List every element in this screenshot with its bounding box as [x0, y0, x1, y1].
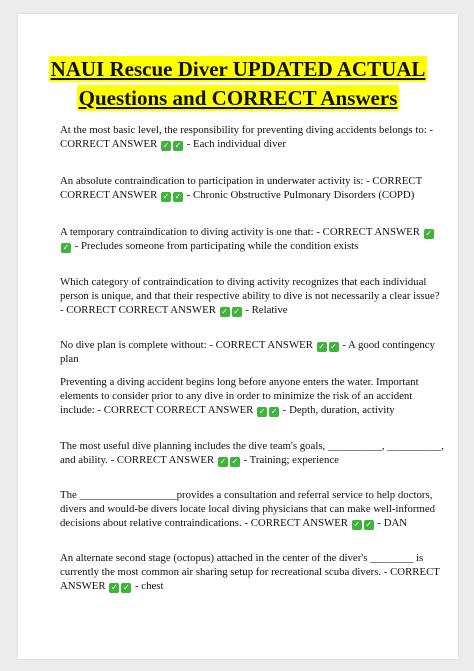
- question-text: An absolute contraindication to participation in underwater activity is: - CORRECT: [60, 175, 423, 187]
- title-line-2: Questions and CORRECT Answers: [78, 86, 398, 110]
- check-icon: ✓: [231, 456, 239, 466]
- qa-item-1: [60, 124, 444, 152]
- answer-text: - Precludes someone from participating while the condition exists: [74, 239, 359, 252]
- question-text: The __________________provides a consultation and referral service to help doctors, divers and would-be divers locate local diving physicians that can make well-informed decisions about relative contraindications. -: [60, 489, 436, 529]
- answer-text: - Depth, duration, activity: [282, 403, 395, 416]
- answer-label: CORRECT ANSWER: [118, 303, 216, 316]
- check-icon: ✓: [318, 342, 325, 351]
- answer-label: CORRECT ANSWER: [215, 339, 313, 351]
- answer-label: CORRECT ANSWER: [60, 188, 158, 201]
- check-icon: ✓: [425, 229, 433, 238]
- check-icon: ✓: [162, 191, 170, 201]
- document-title: [18, 56, 458, 114]
- answer-text: - Chronic Obstructive Pulmonary Disorders (COPD): [186, 188, 415, 201]
- answer-text: - Training; experience: [243, 453, 339, 466]
- question-text: The most useful dive planning includes the dive team's goals, __________, __________, and ability. -: [60, 440, 444, 466]
- qa-item-3: [60, 226, 444, 254]
- check-icon: ✓: [258, 406, 266, 416]
- check-icon: ✓: [221, 306, 228, 316]
- check-icon: ✓: [122, 582, 130, 592]
- check-icon: ✓: [270, 406, 278, 416]
- qa-item-8: [60, 489, 444, 530]
- answer-label: CORRECT ANSWER: [156, 403, 254, 416]
- check-icon: ✓: [162, 140, 170, 150]
- question-text: At the most basic level, the responsibility for preventing diving accidents belongs to: -: [60, 124, 434, 136]
- qa-item-4: [60, 276, 444, 317]
- check-icon: ✓: [365, 519, 373, 529]
- qa-item-5: [60, 339, 444, 367]
- question-text: Preventing a diving accident begins long before anyone enters the water. Important elements to consider prior to any dive in order to minimize the risk of an accident include: - CORRECT: [60, 376, 419, 416]
- title-line-1: NAUI Rescue Diver UPDATED ACTUAL: [50, 57, 426, 81]
- answer-text: - Each individual diver: [186, 137, 286, 150]
- qa-item-7: [60, 440, 444, 468]
- answer-text: - DAN: [377, 516, 408, 529]
- document-page: [18, 14, 458, 659]
- answer-label: CORRECT ANSWER: [116, 453, 215, 466]
- question-text: A temporary contraindication to diving activity is one that: -: [60, 226, 320, 238]
- answer-text: - A good contingency plan: [60, 339, 436, 365]
- answer-label: CORRECT ANSWER: [60, 565, 440, 592]
- answer-label: CORRECT ANSWER: [60, 137, 158, 150]
- qa-item-2: [60, 175, 444, 203]
- check-icon: ✓: [62, 242, 70, 252]
- check-icon: ✓: [174, 140, 182, 150]
- question-text: No dive plan is complete without: -: [60, 339, 213, 351]
- check-icon: ✓: [110, 582, 118, 592]
- check-icon: ✓: [353, 519, 361, 529]
- answer-text: - chest: [135, 579, 164, 592]
- question-text: An alternate second stage (octopus) attached in the center of the diver's ________ is currently the most common air sharing setup for recreational scuba divers. -: [60, 552, 424, 578]
- check-icon: ✓: [233, 306, 240, 316]
- qa-item-9: [60, 552, 444, 593]
- check-icon: ✓: [219, 456, 227, 466]
- answer-label: CORRECT ANSWER: [250, 516, 348, 529]
- check-icon: ✓: [330, 342, 337, 351]
- qa-item-6: [60, 376, 444, 417]
- question-text: Which category of contraindication to diving activity recognizes that each individual person is unique, and that their respective ability to dive is not necessarily a clear issue? - CORRECT: [60, 276, 440, 316]
- answer-text: - Relative: [245, 303, 288, 316]
- check-icon: ✓: [174, 191, 182, 201]
- answer-label: CORRECT ANSWER: [322, 226, 420, 238]
